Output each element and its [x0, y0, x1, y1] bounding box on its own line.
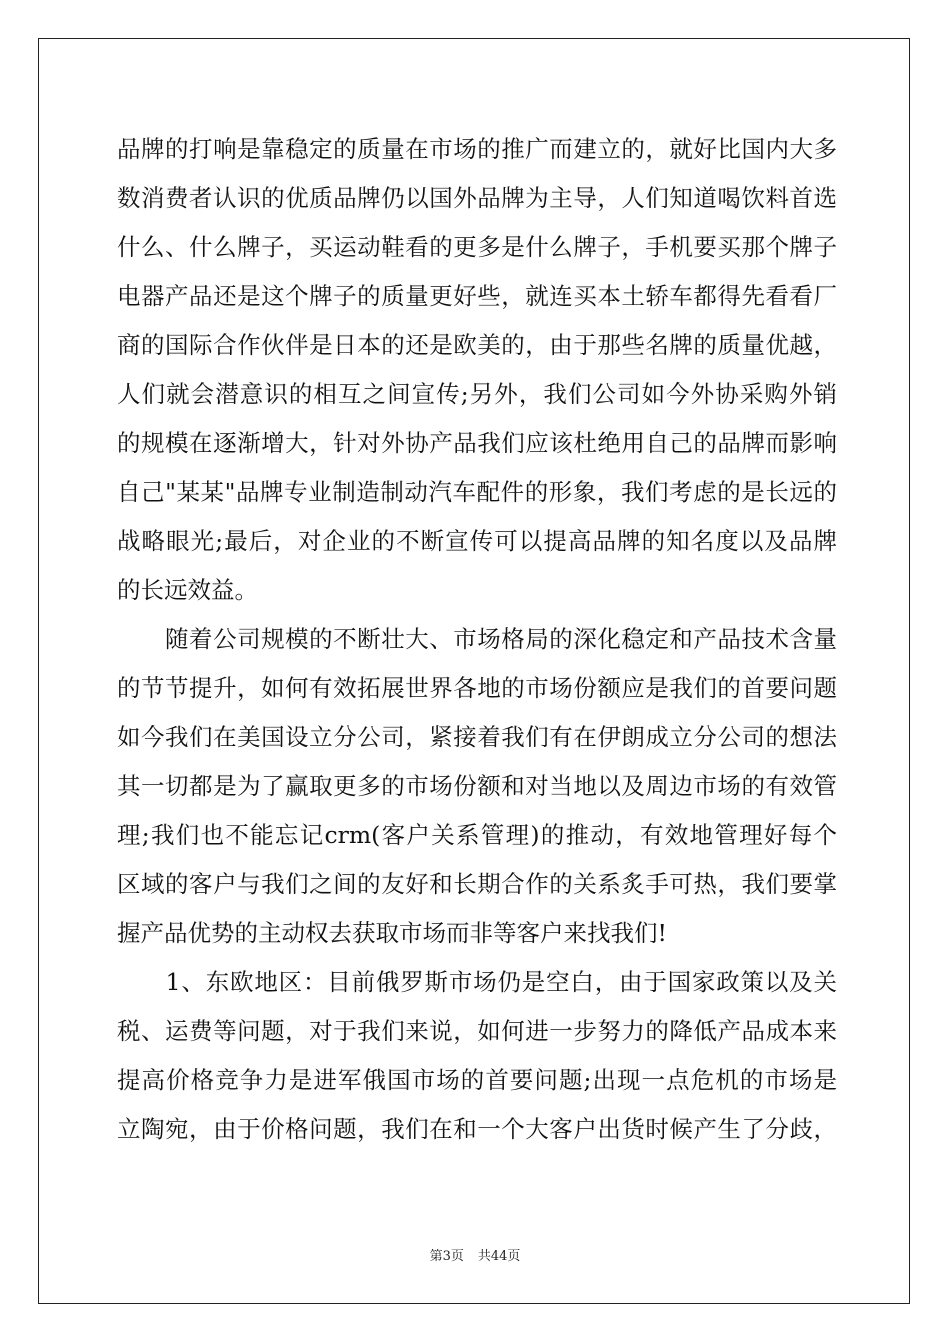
text-line: 人们就会潜意识的相互之间宣传;另外，我们公司如今外协采购外销 — [117, 380, 837, 408]
text-line: 什么、什么牌子，买运动鞋看的更多是什么牌子，手机要买那个牌子 — [117, 233, 837, 261]
document-body — [117, 125, 837, 1154]
page-total: 共44页 — [477, 1249, 521, 1264]
text-line: 数消费者认识的优质品牌仍以国外品牌为主导，人们知道喝饮料首选 — [117, 184, 837, 212]
text-line: 的长远效益。 — [117, 576, 258, 604]
text-line: 其一切都是为了赢取更多的市场份额和对当地以及周边市场的有效管 — [117, 772, 837, 800]
text-line: 握产品优势的主动权去获取市场而非等客户来找我们! — [117, 919, 667, 947]
text-line: 品牌的打响是靠稳定的质量在市场的推广而建立的，就好比国内大多 — [117, 135, 837, 163]
text-line: 自己"某某"品牌专业制造制动汽车配件的形象，我们考虑的是长远的 — [117, 478, 837, 506]
text-line: 战略眼光;最后，对企业的不断宣传可以提高品牌的知名度以及品牌 — [117, 527, 837, 555]
text-line: 的节节提升，如何有效拓展世界各地的市场份额应是我们的首要问题 — [117, 674, 837, 702]
text-line: 1、东欧地区：目前俄罗斯市场仍是空白，由于国家政策以及关 — [117, 968, 837, 996]
text-line: 的规模在逐渐增大，针对外协产品我们应该杜绝用自己的品牌而影响 — [117, 429, 837, 457]
text-line: 如今我们在美国设立分公司，紧接着我们有在伊朗成立分公司的想法 — [117, 723, 837, 751]
page-footer — [0, 1245, 950, 1264]
text-line: 税、运费等问题，对于我们来说，如何进一步努力的降低产品成本来 — [117, 1017, 837, 1045]
text-line: 区域的客户与我们之间的友好和长期合作的关系炙手可热，我们要掌 — [117, 870, 837, 898]
text-line: 随着公司规模的不断壮大、市场格局的深化稳定和产品技术含量 — [117, 625, 837, 653]
text-line: 立陶宛，由于价格问题，我们在和一个大客户出货时候产生了分歧， — [117, 1115, 837, 1143]
page-number: 第3页 — [429, 1249, 464, 1264]
text-line: 提高价格竞争力是进军俄国市场的首要问题;出现一点危机的市场是 — [117, 1066, 837, 1094]
text-line: 电器产品还是这个牌子的质量更好些，就连买本土轿车都得先看看厂 — [117, 282, 837, 310]
text-line: 理;我们也不能忘记crm(客户关系管理)的推动，有效地管理好每个 — [117, 821, 837, 849]
text-line: 商的国际合作伙伴是日本的还是欧美的，由于那些名牌的质量优越， — [117, 331, 837, 359]
